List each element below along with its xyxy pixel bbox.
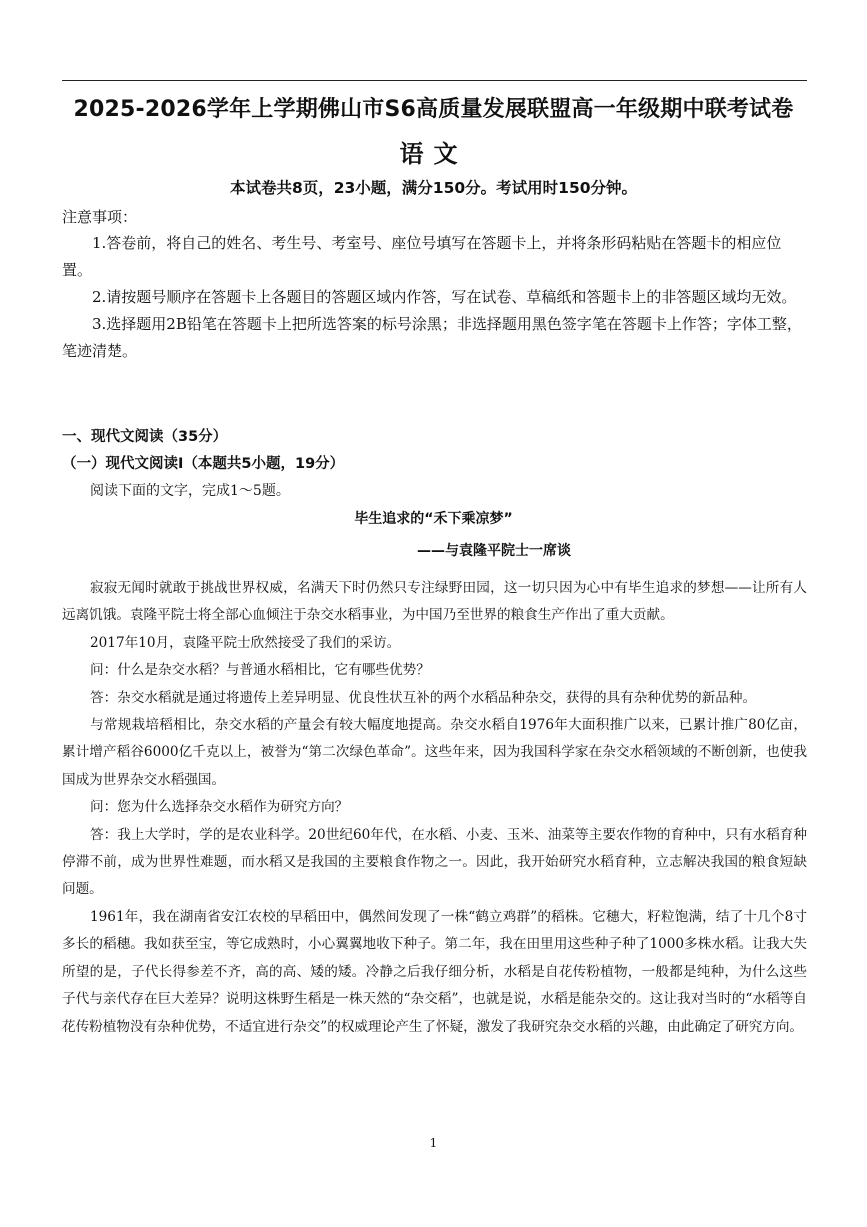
note-item: 1.答卷前，将自己的姓名、考生号、考室号、座位号填写在答题卡上，并将条形码粘贴在答题卡的相应位置。 bbox=[62, 234, 782, 279]
article-paragraph: 问：您为什么选择杂交水稻作为研究方向？ bbox=[90, 799, 349, 816]
article-paragraph: 2017年10月，袁隆平院士欣然接受了我们的采访。 bbox=[90, 634, 401, 651]
subject-title: 语文 bbox=[399, 140, 468, 168]
note-item: 2.请按题号顺序在答题卡上各题目的答题区域内作答，写在试卷、草稿纸和答题卡上的非答题区域均无效。 bbox=[92, 288, 797, 306]
article-title: 毕生追求的“禾下乘凉梦” bbox=[354, 511, 513, 527]
article-subtitle: ——与袁隆平院士一席谈 bbox=[417, 543, 571, 559]
article-paragraph: 答：杂交水稻就是通过将遗传上差异明显、优良性状互补的两个水稻品种杂交，获得的具有杂种优势的新品种。 bbox=[90, 689, 757, 706]
section-heading: 一、现代文阅读（35分） bbox=[62, 429, 228, 445]
article-paragraph: 问：什么是杂交水稻？与普通水稻相比，它有哪些优势？ bbox=[90, 662, 430, 679]
exam-title: 2025-2026学年上学期佛山市S6高质量发展联盟高一年级期中联考试卷 bbox=[73, 97, 794, 122]
notes-list bbox=[62, 230, 807, 365]
article-paragraph: 答：我上大学时，学的是农业科学。20世纪60年代，在水稻、小麦、玉米、油菜等主要农作物的育种中，只有水稻育种停滞不前，成为世界性难题，而水稻又是我国的主要粮食作物之一。因此，我开始研究水稻育种，立志解决我国的粮食短缺问题。 bbox=[62, 826, 807, 898]
article-body bbox=[62, 575, 807, 1041]
section-subheading: （一）现代文阅读Ⅰ（本题共5小题，19分） bbox=[62, 456, 345, 472]
note-item: 3.选择题用2B铅笔在答题卡上把所选答案的标号涂黑；非选择题用黑色签字笔在答题卡上作答；字体工整，笔迹清楚。 bbox=[62, 315, 802, 360]
header-rule bbox=[62, 80, 807, 81]
article-paragraph: 1961年，我在湖南省安江农校的早稻田中，偶然间发现了一株“鹤立鸡群”的稻株。它穗大，籽粒饱满，结了十几个8寸多长的稻穗。我如获至宝，等它成熟时，小心翼翼地收下种子。第二年，我在田里用这些种子种了1000多株水稻。让我大失所望的是，子代长得参差不齐，高的高、矮的矮。冷静之后我仔细分析，水稻是自花传粉植物，一般都是纯种，为什么这些子代与亲代存在巨大差异？说明这株野生稻是一株天然的“杂交稻”，也就是说，水稻是能杂交的。这让我对当时的“水稻等自花传粉植物没有杂种优势，不适宜进行杂交”的权威理论产生了怀疑，激发了我研究杂交水稻的兴趣，由此确定了研究方向。 bbox=[62, 908, 807, 1035]
page-number: 1 bbox=[429, 1136, 438, 1150]
article-paragraph: 寂寂无闻时就敢于挑战世界权威，名满天下时仍然只专注绿野田园，这一切只因为心中有毕生追求的梦想——让所有人远离饥饿。袁隆平院士将全部心血倾注于杂交水稻事业，为中国乃至世界的粮食生产作出了重大贡献。 bbox=[62, 580, 807, 624]
article-paragraph: 与常规栽培稻相比，杂交水稻的产量会有较大幅度地提高。杂交水稻自1976年大面积推广以来，已累计推广80亿亩，累计增产稻谷6000亿千克以上，被誉为“第二次绿色革命”。这些年来，因为我国科学家在杂交水稻领域的不断创新，也使我国成为世界杂交水稻强国。 bbox=[62, 717, 807, 788]
section-instruction: 阅读下面的文字，完成1～5题。 bbox=[90, 483, 290, 499]
notes-heading: 注意事项： bbox=[62, 208, 138, 226]
exam-info: 本试卷共8页，23小题，满分150分。考试用时150分钟。 bbox=[229, 179, 638, 197]
